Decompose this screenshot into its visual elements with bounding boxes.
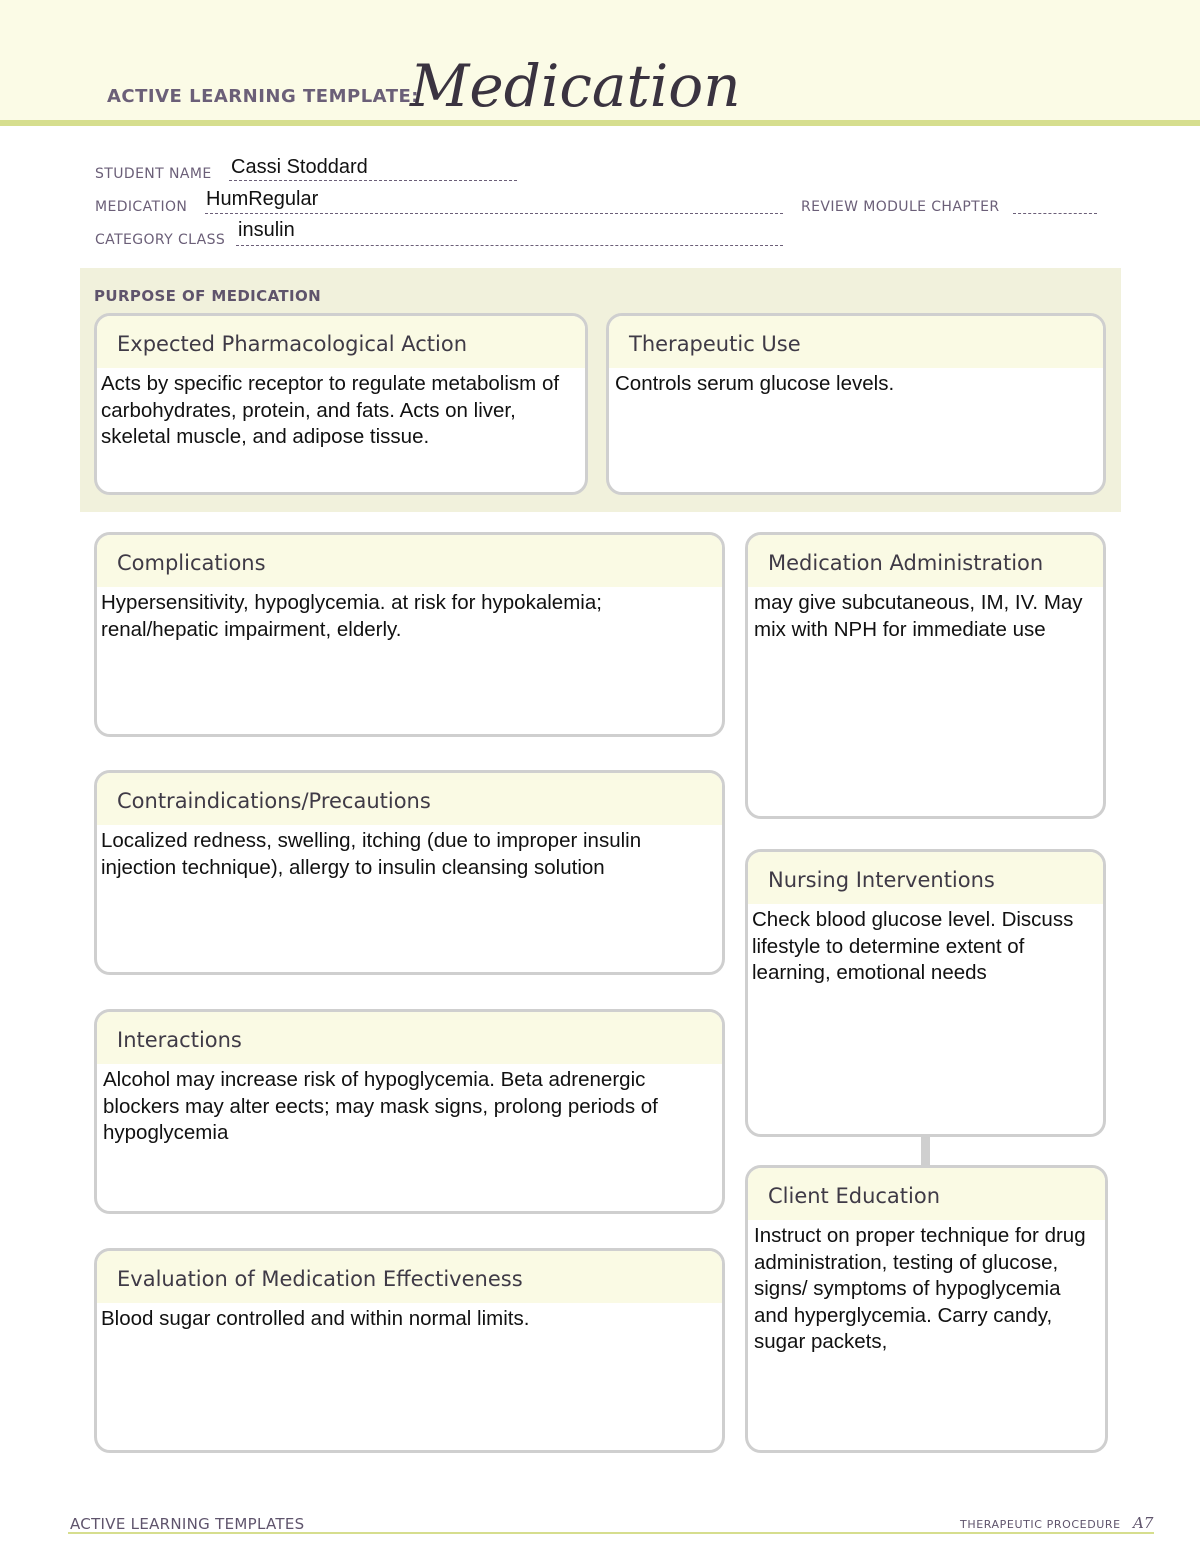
contraindications-card	[94, 770, 725, 975]
contraindications-text[interactable]: Localized redness, swelling, itching (due to improper insulin injection technique), allergy to insulin cleansing solution	[101, 829, 642, 879]
template-label: ACTIVE LEARNING TEMPLATE:	[107, 86, 419, 107]
medication-field[interactable]: HumRegular	[206, 188, 319, 210]
student-name-label: STUDENT NAME	[95, 166, 212, 182]
evaluation-card	[94, 1248, 725, 1453]
therapeutic-use-text[interactable]: Controls serum glucose levels.	[615, 372, 895, 395]
category-class-field[interactable]: insulin	[238, 219, 295, 241]
medication-label: MEDICATION	[95, 199, 188, 215]
medication-administration-text[interactable]: may give subcutaneous, IM, IV. May mix with NPH for immediate use	[754, 591, 1083, 641]
interactions-card	[94, 1009, 725, 1214]
student-name-field[interactable]: Cassi Stoddard	[231, 156, 368, 178]
interactions-title: Interactions	[97, 1012, 722, 1064]
expected-action-title: Expected Pharmacological Action	[97, 316, 585, 368]
nursing-interventions-text[interactable]: Check blood glucose level. Discuss lifestyle to determine extent of learning, emotional needs	[752, 908, 1074, 984]
medication-administration-card	[745, 532, 1106, 819]
contraindications-title: Contraindications/Precautions	[97, 773, 722, 825]
therapeutic-use-card	[606, 313, 1106, 495]
client-education-card	[745, 1165, 1108, 1453]
nursing-interventions-card	[745, 849, 1106, 1137]
evaluation-text[interactable]: Blood sugar controlled and within normal limits.	[101, 1307, 530, 1330]
review-module-label: REVIEW MODULE CHAPTER	[801, 199, 1000, 215]
card-connector	[921, 1136, 930, 1166]
evaluation-title: Evaluation of Medication Effectiveness	[97, 1251, 722, 1303]
footer-page-number: A7	[1133, 1514, 1154, 1532]
footer-left: ACTIVE LEARNING TEMPLATES	[70, 1515, 305, 1533]
review-module-line	[1013, 213, 1097, 214]
client-education-text[interactable]: Instruct on proper technique for drug administration, testing of glucose, signs/ symptoms of hypoglycemia and hyperglycemia. Carry candy, sugar packets,	[754, 1224, 1086, 1353]
category-class-line	[236, 245, 783, 246]
therapeutic-use-title: Therapeutic Use	[609, 316, 1103, 368]
purpose-title: PURPOSE OF MEDICATION	[94, 287, 322, 305]
category-class-label: CATEGORY CLASS	[95, 232, 226, 248]
client-education-title: Client Education	[748, 1168, 1105, 1220]
medication-administration-title: Medication Administration	[748, 535, 1103, 587]
header-rule	[0, 120, 1200, 126]
student-name-line	[229, 180, 517, 181]
complications-text[interactable]: Hypersensitivity, hypoglycemia. at risk for hypokalemia; renal/hepatic impairment, elderly.	[101, 591, 602, 641]
interactions-text[interactable]: Alcohol may increase risk of hypoglycemia. Beta adrenergic blockers may alter eects; may mask signs, prolong periods of hypoglycemia	[103, 1068, 658, 1144]
complications-card	[94, 532, 725, 737]
medication-line	[205, 213, 783, 214]
template-title: Medication	[410, 52, 741, 120]
nursing-interventions-title: Nursing Interventions	[748, 852, 1103, 904]
expected-action-text[interactable]: Acts by specific receptor to regulate metabolism of carbohydrates, protein, and fats. Acts on liver, skeletal muscle, and adipose tissue.	[101, 372, 560, 448]
complications-title: Complications	[97, 535, 722, 587]
expected-action-card	[94, 313, 588, 495]
footer-right: THERAPEUTIC PROCEDURE	[960, 1518, 1121, 1531]
